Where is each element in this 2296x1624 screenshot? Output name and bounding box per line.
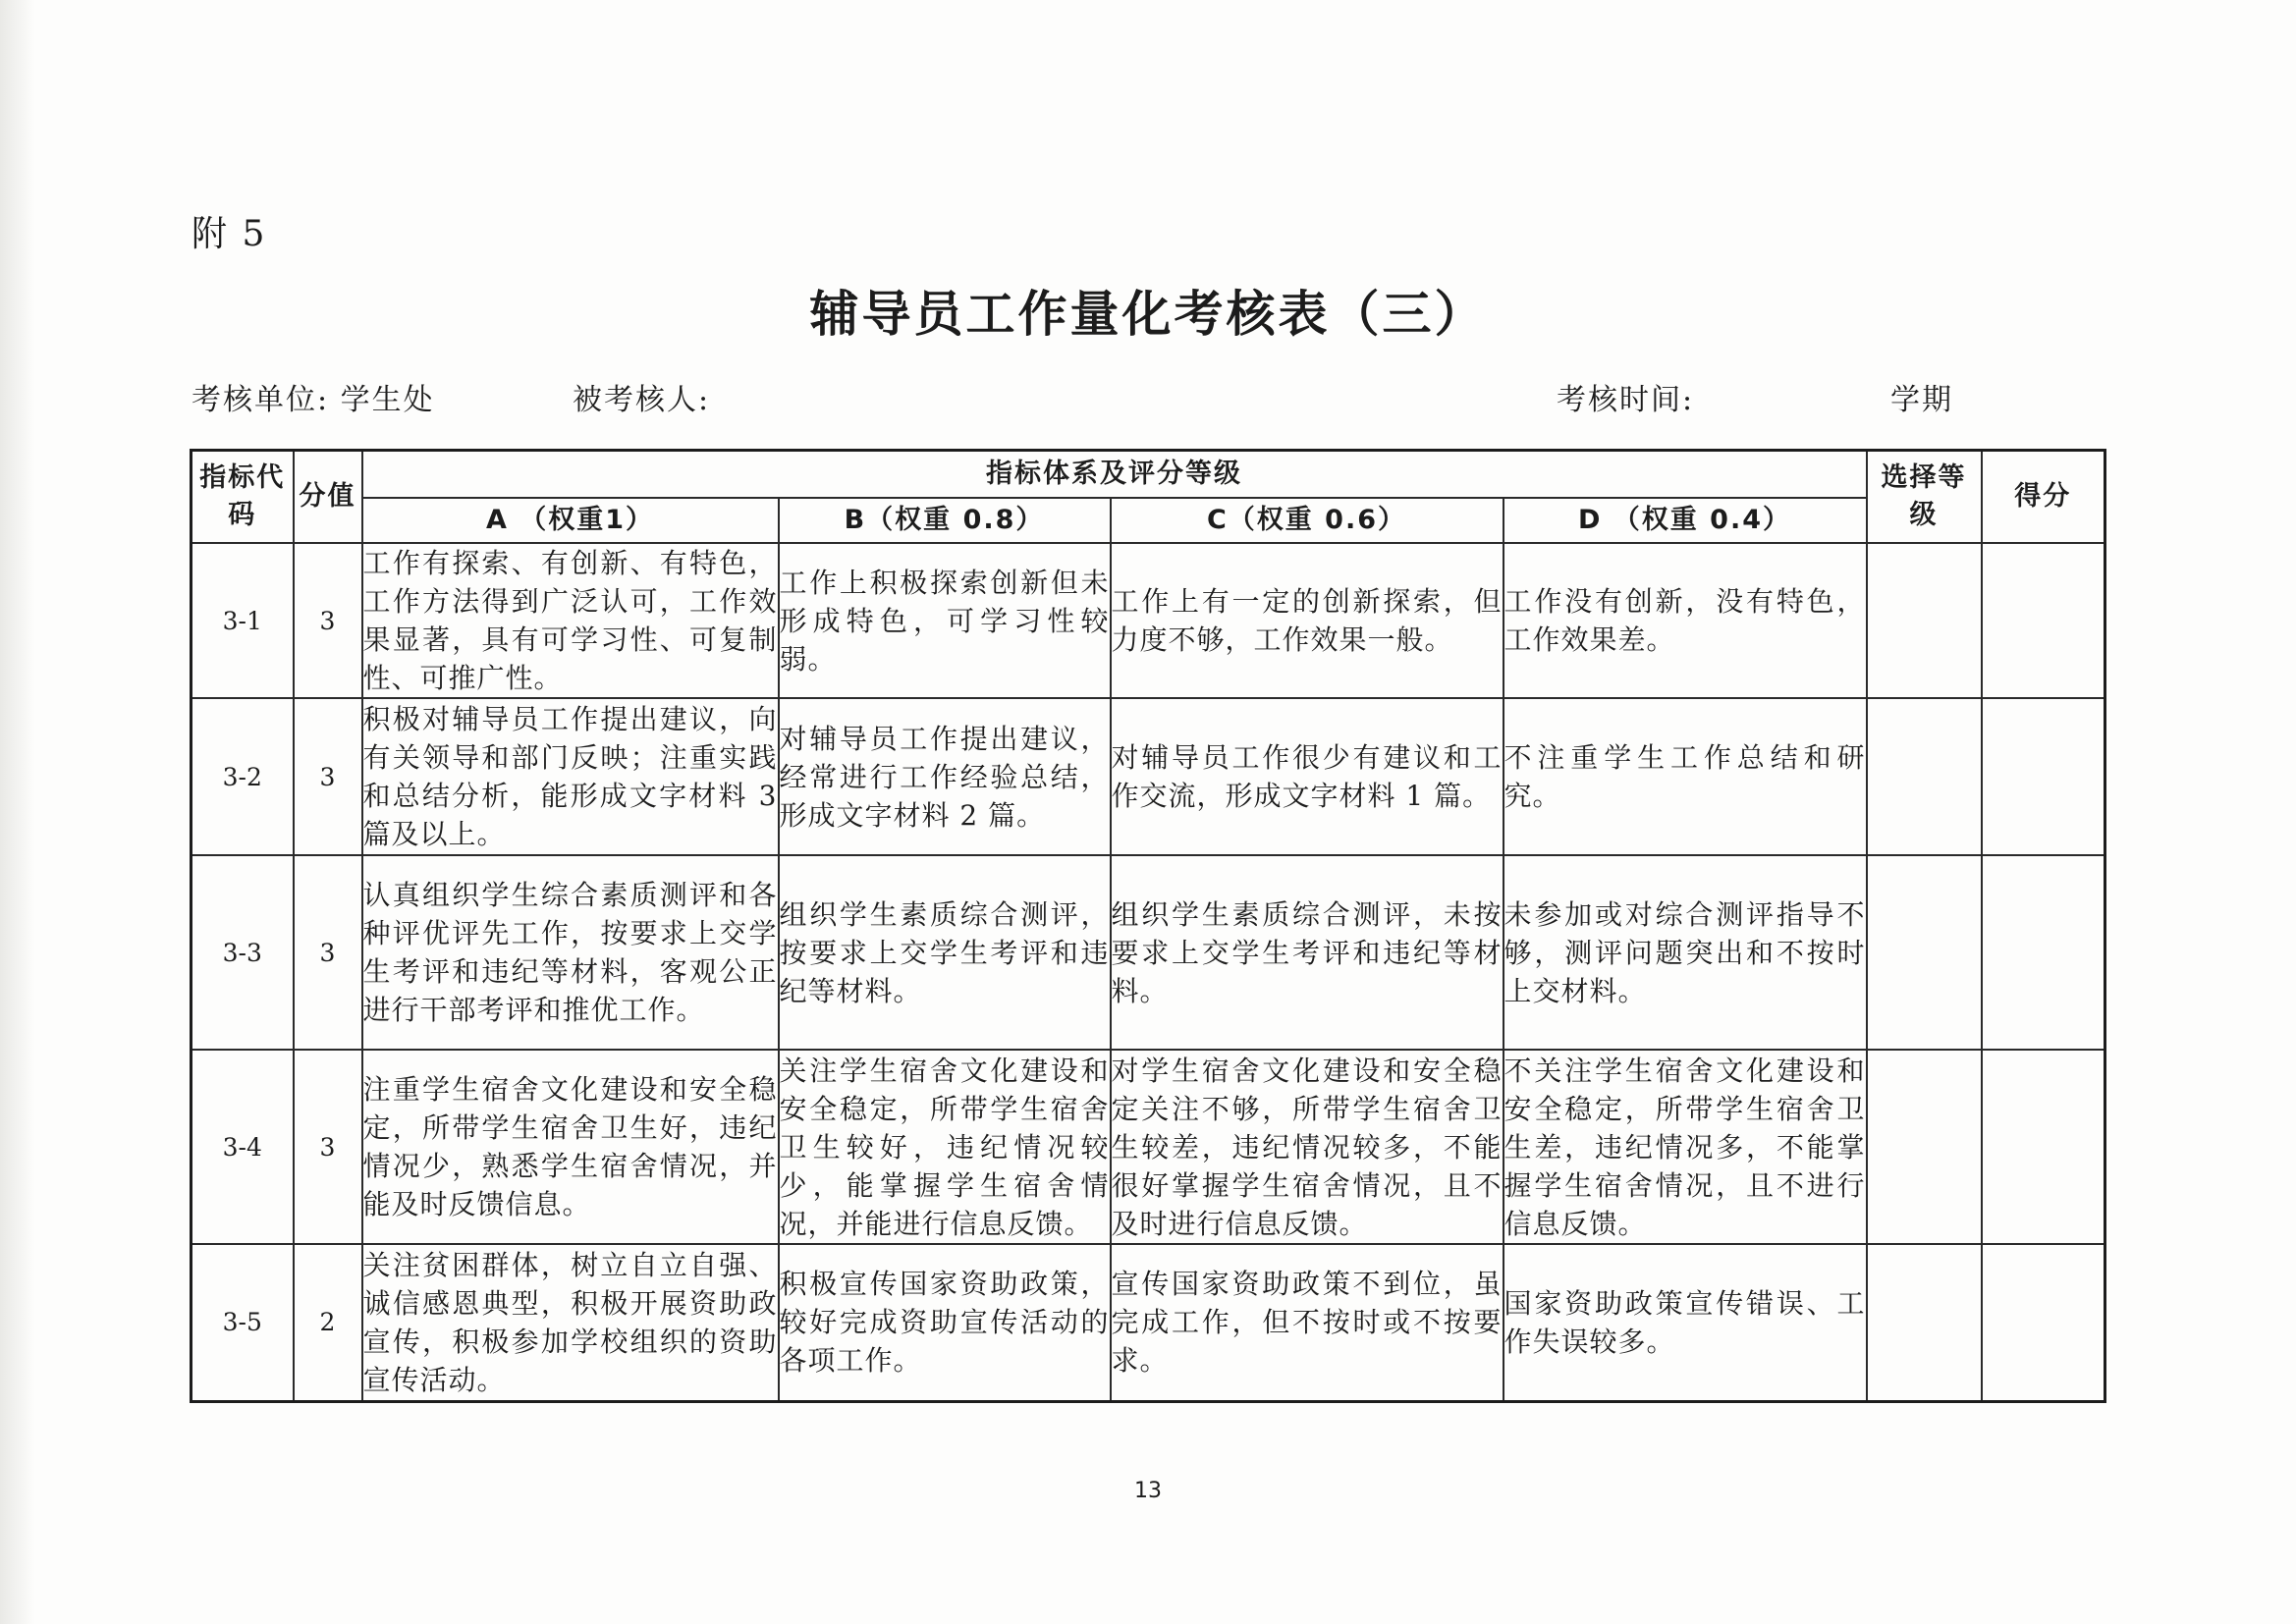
- selected-grade-cell[interactable]: [1867, 1050, 1982, 1244]
- criteria-a: 认真组织学生综合素质测评和各种评优评先工作，按要求上交学生考评和违纪等材料，客观公正进行干部考评和推优工作。: [362, 855, 779, 1050]
- criteria-d: 未参加或对综合测评指导不够，测评问题突出和不按时上交材料。: [1503, 855, 1867, 1050]
- header-score: 得分: [1982, 451, 2105, 544]
- table-row: [191, 543, 2105, 698]
- criteria-b: 组织学生素质综合测评，按要求上交学生考评和违纪等材料。: [779, 855, 1111, 1050]
- criteria-b: 关注学生宿舍文化建设和安全稳定，所带学生宿舍卫生较好，违纪情况较少，能掌握学生宿舍情况，并能进行信息反馈。: [779, 1050, 1111, 1244]
- page-scan-edge: [0, 0, 35, 1624]
- criteria-a: 积极对辅导员工作提出建议，向有关领导和部门反映；注重实践和总结分析，能形成文字材料 3 篇及以上。: [362, 698, 779, 855]
- semester-label: 学期: [1890, 383, 1953, 417]
- criteria-c: 对辅导员工作很少有建议和工作交流，形成文字材料 1 篇。: [1111, 698, 1503, 855]
- score-value: 2: [294, 1244, 362, 1401]
- header-indicator-system: 指标体系及评分等级: [362, 451, 1867, 499]
- score-value: 3: [294, 1050, 362, 1244]
- score-cell[interactable]: [1982, 1050, 2105, 1244]
- header-grade-b: B（权重 0.8）: [779, 498, 1111, 543]
- indicator-code: 3-4: [191, 1050, 294, 1244]
- assessment-unit: 考核单位: 学生处: [191, 383, 435, 417]
- indicator-code: 3-3: [191, 855, 294, 1050]
- header-score-value: 分值: [294, 451, 362, 544]
- criteria-d: 不关注学生宿舍文化建设和安全稳定，所带学生宿舍卫生差，违纪情况多，不能掌握学生宿舍情况，且不进行信息反馈。: [1503, 1050, 1867, 1244]
- criteria-d: 不注重学生工作总结和研究。: [1503, 698, 1867, 855]
- criteria-b: 对辅导员工作提出建议，经常进行工作经验总结，形成文字材料 2 篇。: [779, 698, 1111, 855]
- header-grade-c: C（权重 0.6）: [1111, 498, 1503, 543]
- criteria-d: 国家资助政策宣传错误、工作失误较多。: [1503, 1244, 1867, 1401]
- selected-grade-cell[interactable]: [1867, 698, 1982, 855]
- selected-grade-cell[interactable]: [1867, 1244, 1982, 1401]
- page-number: 13: [1134, 1479, 1162, 1503]
- score-cell[interactable]: [1982, 855, 2105, 1050]
- criteria-c: 宣传国家资助政策不到位，虽完成工作，但不按时或不按要求。: [1111, 1244, 1503, 1401]
- criteria-a: 注重学生宿舍文化建设和安全稳定，所带学生宿舍卫生好，违纪情况少，熟悉学生宿舍情况，并能及时反馈信息。: [362, 1050, 779, 1244]
- criteria-c: 组织学生素质综合测评，未按要求上交学生考评和违纪等材料。: [1111, 855, 1503, 1050]
- appendix-label: 附 5: [191, 214, 267, 254]
- table-row: [191, 855, 2105, 1050]
- table-row: [191, 698, 2105, 855]
- score-value: 3: [294, 855, 362, 1050]
- criteria-c: 对学生宿舍文化建设和安全稳定关注不够，所带学生宿舍卫生较差，违纪情况较多，不能很好掌握学生宿舍情况，且不及时进行信息反馈。: [1111, 1050, 1503, 1244]
- indicator-code: 3-1: [191, 543, 294, 698]
- table-row: [191, 1244, 2105, 1401]
- score-cell[interactable]: [1982, 543, 2105, 698]
- assessment-table: [190, 449, 2106, 1403]
- score-cell[interactable]: [1982, 698, 2105, 855]
- header-grade-d: D （权重 0.4）: [1503, 498, 1867, 543]
- selected-grade-cell[interactable]: [1867, 855, 1982, 1050]
- criteria-d: 工作没有创新，没有特色，工作效果差。: [1503, 543, 1867, 698]
- criteria-b: 积极宣传国家资助政策，较好完成资助宣传活动的各项工作。: [779, 1244, 1111, 1401]
- score-value: 3: [294, 698, 362, 855]
- criteria-b: 工作上积极探索创新但未形成特色，可学习性较弱。: [779, 543, 1111, 698]
- selected-grade-cell[interactable]: [1867, 543, 1982, 698]
- assessment-time-label: 考核时间:: [1557, 383, 1695, 417]
- header-selected-grade: 选择等级: [1867, 451, 1982, 544]
- criteria-a: 工作有探索、有创新、有特色，工作方法得到广泛认可，工作效果显著，具有可学习性、可复制性、可推广性。: [362, 543, 779, 698]
- criteria-c: 工作上有一定的创新探索，但力度不够，工作效果一般。: [1111, 543, 1503, 698]
- indicator-code: 3-2: [191, 698, 294, 855]
- criteria-a: 关注贫困群体，树立自立自强、诚信感恩典型，积极开展资助政宣传，积极参加学校组织的资助宣传活动。: [362, 1244, 779, 1401]
- document-title: 辅导员工作量化考核表（三）: [809, 286, 1487, 343]
- score-cell[interactable]: [1982, 1244, 2105, 1401]
- header-grade-a: A （权重1）: [362, 498, 779, 543]
- score-value: 3: [294, 543, 362, 698]
- indicator-code: 3-5: [191, 1244, 294, 1401]
- assessee-label: 被考核人:: [573, 383, 711, 417]
- table-row: [191, 1050, 2105, 1244]
- header-indicator-code: 指标代码: [191, 451, 294, 544]
